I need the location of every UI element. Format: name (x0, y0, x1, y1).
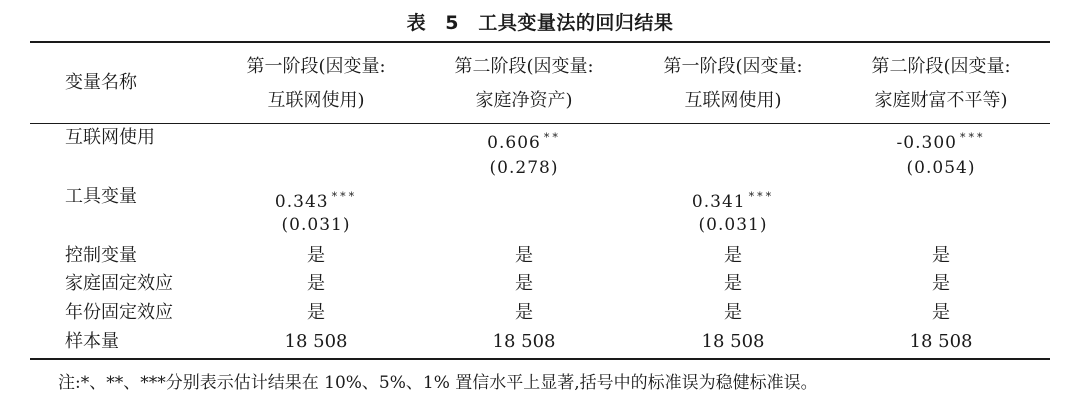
row-internet-col4-coef (897, 127, 986, 154)
significance-stars: *** (748, 190, 775, 203)
header-rule (30, 123, 1050, 124)
significance-stars: ** (543, 131, 561, 144)
row-year-fe-col2: 是 (515, 302, 533, 323)
row-internet-col2-se: (0.278) (489, 158, 559, 178)
header-row-label: 变量名称 (65, 72, 137, 93)
row-controls-col1: 是 (307, 245, 325, 266)
coef-value: 0.343 (274, 192, 329, 212)
row-year-fe-label: 年份固定效应 (65, 302, 173, 323)
header-col4-line2: 家庭财富不平等) (874, 90, 1008, 111)
row-year-fe-col4: 是 (932, 302, 950, 323)
row-household-fe-col1: 是 (307, 273, 325, 294)
top-rule (30, 41, 1050, 43)
row-sample-col4: 18 508 (909, 331, 973, 352)
row-internet-col2-coef (487, 127, 561, 154)
row-controls-label: 控制变量 (65, 245, 137, 266)
row-controls-col3: 是 (724, 245, 742, 266)
significance-stars: *** (331, 190, 358, 203)
row-sample-col1: 18 508 (284, 331, 348, 352)
row-household-fe-label: 家庭固定效应 (65, 273, 173, 294)
coef-value: 0.606 (487, 133, 541, 153)
row-household-fe-col3: 是 (724, 273, 742, 294)
header-col2-line2: 家庭净资产) (475, 90, 573, 111)
row-year-fe-col3: 是 (724, 302, 742, 323)
row-controls-col2: 是 (515, 245, 533, 266)
header-col2-line1: 第二阶段(因变量: (454, 56, 594, 77)
row-internet-label: 互联网使用 (65, 127, 155, 148)
significance-stars: *** (959, 131, 986, 144)
row-instrument-col1-coef (275, 186, 357, 213)
row-sample-col3: 18 508 (701, 331, 765, 352)
coef-value: -0.300 (896, 133, 957, 153)
row-instrument-col3-coef (692, 186, 774, 213)
row-sample-label: 样本量 (65, 331, 119, 352)
table-note: 注:*、**、***分别表示估计结果在 10%、5%、1% 置信水平上显著,括号中的标准误为稳健标准误。 (58, 373, 818, 393)
row-sample-col2: 18 508 (492, 331, 556, 352)
header-col1-line1: 第一阶段(因变量: (246, 56, 386, 77)
table-caption: 表 5 工具变量法的回归结果 (406, 12, 674, 34)
row-controls-col4: 是 (932, 245, 950, 266)
header-col3-line1: 第一阶段(因变量: (663, 56, 803, 77)
row-household-fe-col4: 是 (932, 273, 950, 294)
row-household-fe-col2: 是 (515, 273, 533, 294)
coef-value: 0.341 (691, 192, 746, 212)
row-internet-col4-se: (0.054) (906, 158, 976, 178)
row-instrument-label: 工具变量 (65, 186, 137, 207)
header-col3-line2: 互联网使用) (684, 90, 782, 111)
row-instrument-col1-se: (0.031) (281, 215, 351, 235)
row-instrument-col3-se: (0.031) (698, 215, 768, 235)
header-col4-line1: 第二阶段(因变量: (871, 56, 1011, 77)
row-year-fe-col1: 是 (307, 302, 325, 323)
bottom-rule (30, 358, 1050, 360)
header-col1-line2: 互联网使用) (267, 90, 365, 111)
